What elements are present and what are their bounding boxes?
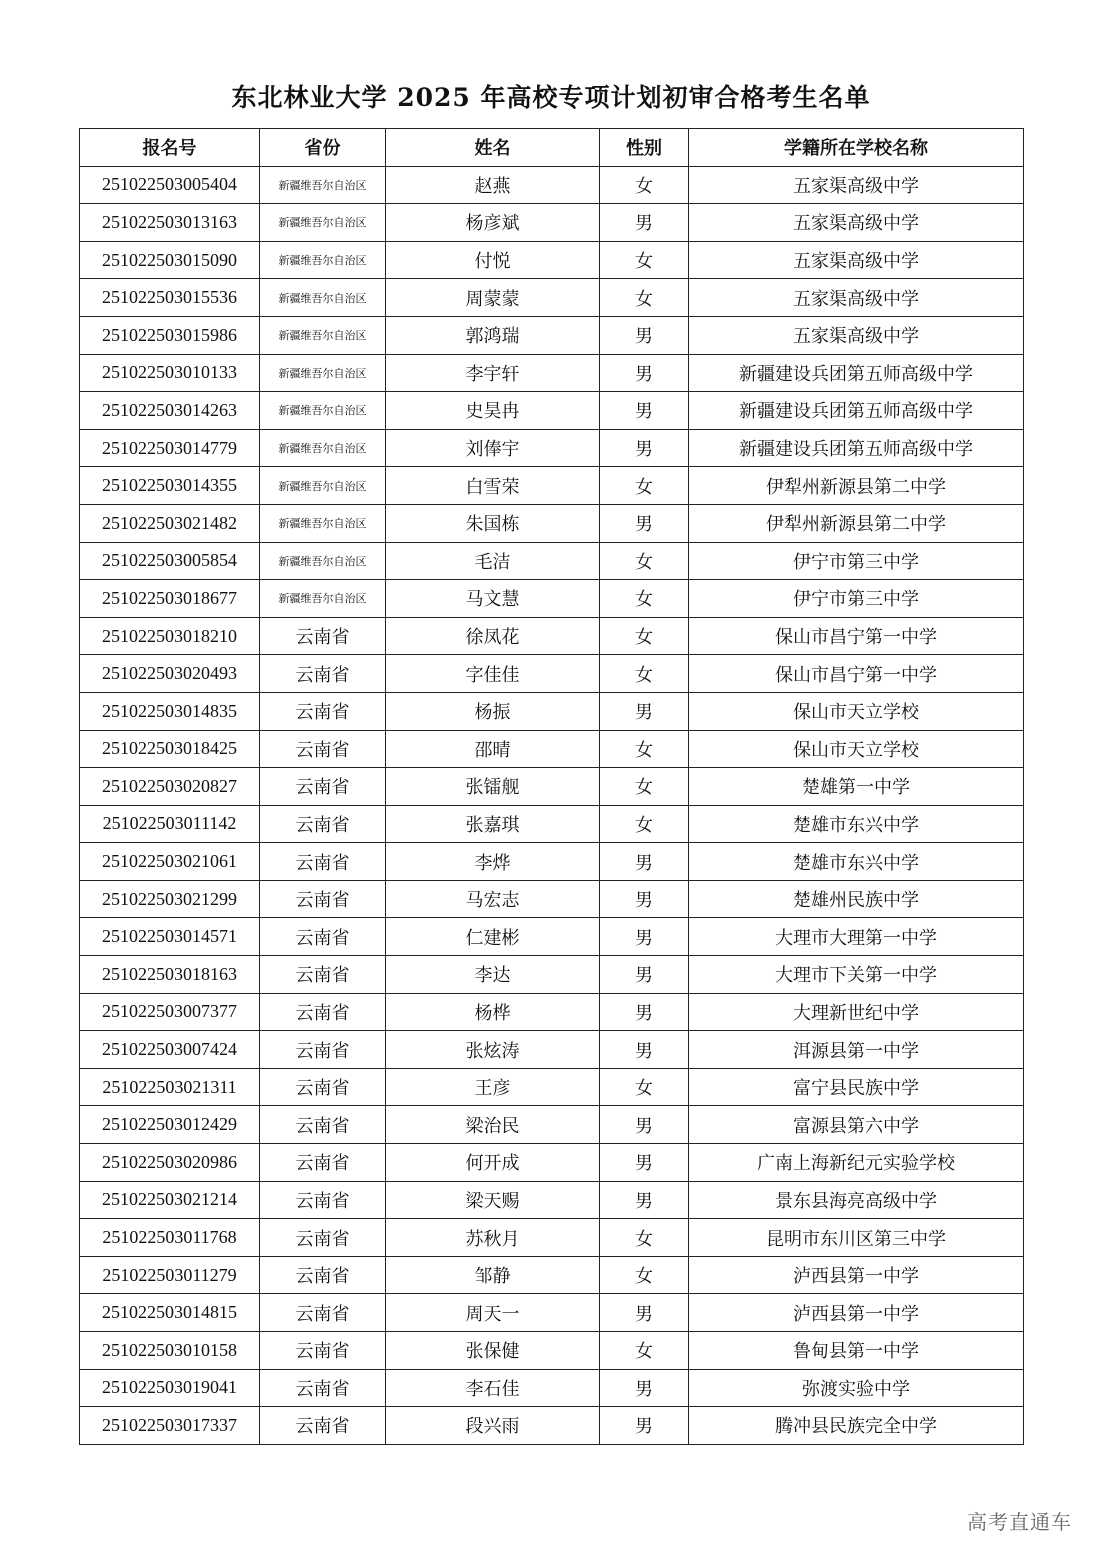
cell-gender: 男 [600,204,689,242]
cell-province: 云南省 [260,880,386,918]
cell-school: 景东县海亮高级中学 [689,1181,1024,1219]
cell-province: 新疆维吾尔自治区 [260,392,386,430]
cell-id: 251022503018163 [80,956,260,994]
table-row [80,1106,1024,1144]
cell-school: 保山市天立学校 [689,692,1024,730]
cell-gender: 女 [600,166,689,204]
cell-province: 云南省 [260,805,386,843]
cell-gender: 男 [600,843,689,881]
cell-school: 大理市下关第一中学 [689,956,1024,994]
table-row [80,392,1024,430]
table-row [80,730,1024,768]
cell-province: 云南省 [260,1407,386,1445]
table-row [80,918,1024,956]
cell-gender: 男 [600,354,689,392]
cell-id: 251022503005854 [80,542,260,580]
cell-school: 伊犁州新源县第二中学 [689,467,1024,505]
cell-name: 郭鸿瑞 [386,316,600,354]
cell-id: 251022503012429 [80,1106,260,1144]
cell-gender: 女 [600,1068,689,1106]
cell-gender: 男 [600,956,689,994]
cell-school: 楚雄市东兴中学 [689,805,1024,843]
cell-gender: 女 [600,730,689,768]
cell-id: 251022503021061 [80,843,260,881]
table-row [80,805,1024,843]
table-row [80,1256,1024,1294]
cell-name: 马宏志 [386,880,600,918]
cell-gender: 男 [600,918,689,956]
cell-id: 251022503021299 [80,880,260,918]
cell-province: 云南省 [260,692,386,730]
cell-school: 楚雄市东兴中学 [689,843,1024,881]
cell-name: 刘俸宇 [386,429,600,467]
table-row [80,692,1024,730]
cell-province: 新疆维吾尔自治区 [260,166,386,204]
cell-province: 云南省 [260,768,386,806]
cell-province: 云南省 [260,993,386,1031]
cell-school: 新疆建设兵团第五师高级中学 [689,429,1024,467]
document-title: 东北林业大学 2025 年高校专项计划初审合格考生名单 [231,83,871,112]
cell-gender: 男 [600,1369,689,1407]
header-id: 报名号 [80,129,260,167]
cell-gender: 男 [600,1181,689,1219]
cell-id: 251022503020493 [80,655,260,693]
cell-id: 251022503014815 [80,1294,260,1332]
cell-province: 新疆维吾尔自治区 [260,542,386,580]
cell-gender: 男 [600,993,689,1031]
cell-school: 泸西县第一中学 [689,1256,1024,1294]
cell-gender: 男 [600,316,689,354]
cell-name: 邵晴 [386,730,600,768]
cell-province: 云南省 [260,1106,386,1144]
cell-province: 云南省 [260,1294,386,1332]
cell-id: 251022503005404 [80,166,260,204]
header-gender: 性别 [600,129,689,167]
cell-name: 朱国栋 [386,504,600,542]
cell-school: 五家渠高级中学 [689,166,1024,204]
cell-id: 251022503014263 [80,392,260,430]
cell-id: 251022503021214 [80,1181,260,1219]
table-row [80,241,1024,279]
cell-province: 新疆维吾尔自治区 [260,241,386,279]
table-row [80,504,1024,542]
cell-gender: 女 [600,241,689,279]
cell-id: 251022503011279 [80,1256,260,1294]
cell-id: 251022503011768 [80,1219,260,1257]
table-row [80,1332,1024,1370]
cell-name: 赵燕 [386,166,600,204]
cell-school: 五家渠高级中学 [689,316,1024,354]
cell-province: 云南省 [260,1031,386,1069]
cell-id: 251022503017337 [80,1407,260,1445]
cell-school: 五家渠高级中学 [689,204,1024,242]
cell-id: 251022503018425 [80,730,260,768]
cell-id: 251022503007377 [80,993,260,1031]
cell-province: 新疆维吾尔自治区 [260,429,386,467]
cell-name: 梁治民 [386,1106,600,1144]
cell-id: 251022503021482 [80,504,260,542]
table-row [80,993,1024,1031]
cell-name: 毛洁 [386,542,600,580]
cell-gender: 女 [600,1219,689,1257]
cell-id: 251022503014835 [80,692,260,730]
cell-id: 251022503020827 [80,768,260,806]
table-row [80,279,1024,317]
cell-id: 251022503018677 [80,580,260,618]
table-row [80,429,1024,467]
table-row [80,956,1024,994]
cell-name: 杨振 [386,692,600,730]
table-row [80,542,1024,580]
cell-id: 251022503013163 [80,204,260,242]
cell-province: 新疆维吾尔自治区 [260,354,386,392]
cell-name: 邹静 [386,1256,600,1294]
cell-school: 弥渡实验中学 [689,1369,1024,1407]
cell-school: 楚雄第一中学 [689,768,1024,806]
cell-id: 251022503020986 [80,1144,260,1182]
cell-school: 保山市昌宁第一中学 [689,655,1024,693]
table-row [80,655,1024,693]
header-school: 学籍所在学校名称 [689,129,1024,167]
cell-province: 云南省 [260,1068,386,1106]
table-row [80,1068,1024,1106]
cell-province: 新疆维吾尔自治区 [260,279,386,317]
cell-province: 新疆维吾尔自治区 [260,204,386,242]
cell-gender: 男 [600,1407,689,1445]
cell-school: 泸西县第一中学 [689,1294,1024,1332]
table-row [80,316,1024,354]
table-row [80,880,1024,918]
cell-name: 白雪荣 [386,467,600,505]
cell-school: 五家渠高级中学 [689,241,1024,279]
cell-id: 251022503015536 [80,279,260,317]
cell-school: 昆明市东川区第三中学 [689,1219,1024,1257]
cell-province: 新疆维吾尔自治区 [260,316,386,354]
header-name: 姓名 [386,129,600,167]
cell-gender: 女 [600,617,689,655]
cell-name: 张炫涛 [386,1031,600,1069]
cell-province: 云南省 [260,1181,386,1219]
cell-gender: 女 [600,1256,689,1294]
cell-school: 楚雄州民族中学 [689,880,1024,918]
cell-school: 保山市昌宁第一中学 [689,617,1024,655]
cell-id: 251022503021311 [80,1068,260,1106]
cell-province: 新疆维吾尔自治区 [260,504,386,542]
cell-id: 251022503014571 [80,918,260,956]
cell-name: 仁建彬 [386,918,600,956]
cell-name: 李石佳 [386,1369,600,1407]
cell-id: 251022503018210 [80,617,260,655]
cell-school: 广南上海新纪元实验学校 [689,1144,1024,1182]
cell-gender: 男 [600,1294,689,1332]
cell-name: 字佳佳 [386,655,600,693]
table-row [80,1407,1024,1445]
table-row [80,1181,1024,1219]
cell-province: 云南省 [260,918,386,956]
cell-province: 云南省 [260,1219,386,1257]
cell-school: 新疆建设兵团第五师高级中学 [689,392,1024,430]
cell-school: 富宁县民族中学 [689,1068,1024,1106]
cell-id: 251022503014355 [80,467,260,505]
cell-province: 云南省 [260,843,386,881]
cell-gender: 女 [600,805,689,843]
cell-school: 大理市大理第一中学 [689,918,1024,956]
cell-id: 251022503010133 [80,354,260,392]
table-row [80,1219,1024,1257]
cell-name: 马文慧 [386,580,600,618]
cell-name: 李烨 [386,843,600,881]
cell-id: 251022503019041 [80,1369,260,1407]
table-row [80,1369,1024,1407]
cell-gender: 男 [600,692,689,730]
cell-gender: 男 [600,504,689,542]
cell-gender: 男 [600,1144,689,1182]
cell-name: 王彦 [386,1068,600,1106]
cell-name: 苏秋月 [386,1219,600,1257]
cell-school: 伊宁市第三中学 [689,542,1024,580]
cell-gender: 女 [600,768,689,806]
cell-province: 云南省 [260,956,386,994]
table-row [80,354,1024,392]
table-header-row [80,129,1024,167]
cell-gender: 女 [600,655,689,693]
cell-name: 梁天赐 [386,1181,600,1219]
cell-id: 251022503010158 [80,1332,260,1370]
cell-school: 富源县第六中学 [689,1106,1024,1144]
cell-gender: 女 [600,467,689,505]
cell-province: 云南省 [260,1256,386,1294]
cell-name: 杨彦斌 [386,204,600,242]
cell-gender: 男 [600,392,689,430]
cell-province: 云南省 [260,617,386,655]
cell-province: 云南省 [260,730,386,768]
cell-school: 新疆建设兵团第五师高级中学 [689,354,1024,392]
table-row [80,1144,1024,1182]
cell-name: 何开成 [386,1144,600,1182]
table-row [80,843,1024,881]
cell-name: 李宇轩 [386,354,600,392]
cell-gender: 男 [600,429,689,467]
cell-name: 段兴雨 [386,1407,600,1445]
cell-gender: 女 [600,580,689,618]
cell-name: 李达 [386,956,600,994]
table-row [80,166,1024,204]
cell-id: 251022503007424 [80,1031,260,1069]
cell-school: 保山市天立学校 [689,730,1024,768]
cell-school: 大理新世纪中学 [689,993,1024,1031]
cell-province: 新疆维吾尔自治区 [260,580,386,618]
cell-gender: 男 [600,1106,689,1144]
cell-gender: 男 [600,1031,689,1069]
header-province: 省份 [260,129,386,167]
cell-school: 五家渠高级中学 [689,279,1024,317]
cell-school: 伊犁州新源县第二中学 [689,504,1024,542]
table-row [80,1294,1024,1332]
cell-gender: 女 [600,279,689,317]
watermark-text: 高考直通车 [967,1510,1072,1534]
cell-province: 云南省 [260,1144,386,1182]
cell-name: 徐凤花 [386,617,600,655]
candidate-table [79,128,1024,1445]
cell-school: 伊宁市第三中学 [689,580,1024,618]
cell-id: 251022503015090 [80,241,260,279]
cell-name: 周蒙蒙 [386,279,600,317]
cell-name: 张保健 [386,1332,600,1370]
cell-id: 251022503015986 [80,316,260,354]
cell-gender: 男 [600,880,689,918]
table-row [80,580,1024,618]
cell-school: 鲁甸县第一中学 [689,1332,1024,1370]
cell-gender: 女 [600,1332,689,1370]
cell-name: 付悦 [386,241,600,279]
cell-gender: 女 [600,542,689,580]
cell-province: 云南省 [260,655,386,693]
cell-school: 腾冲县民族完全中学 [689,1407,1024,1445]
cell-name: 周天一 [386,1294,600,1332]
cell-name: 张镭舰 [386,768,600,806]
cell-province: 新疆维吾尔自治区 [260,467,386,505]
cell-province: 云南省 [260,1332,386,1370]
cell-name: 张嘉琪 [386,805,600,843]
cell-id: 251022503014779 [80,429,260,467]
cell-name: 杨桦 [386,993,600,1031]
table-body [80,166,1024,1444]
cell-school: 洱源县第一中学 [689,1031,1024,1069]
cell-name: 史昊冉 [386,392,600,430]
table-row [80,617,1024,655]
cell-province: 云南省 [260,1369,386,1407]
table-row [80,768,1024,806]
table-row [80,1031,1024,1069]
cell-id: 251022503011142 [80,805,260,843]
table-row [80,467,1024,505]
table-row [80,204,1024,242]
